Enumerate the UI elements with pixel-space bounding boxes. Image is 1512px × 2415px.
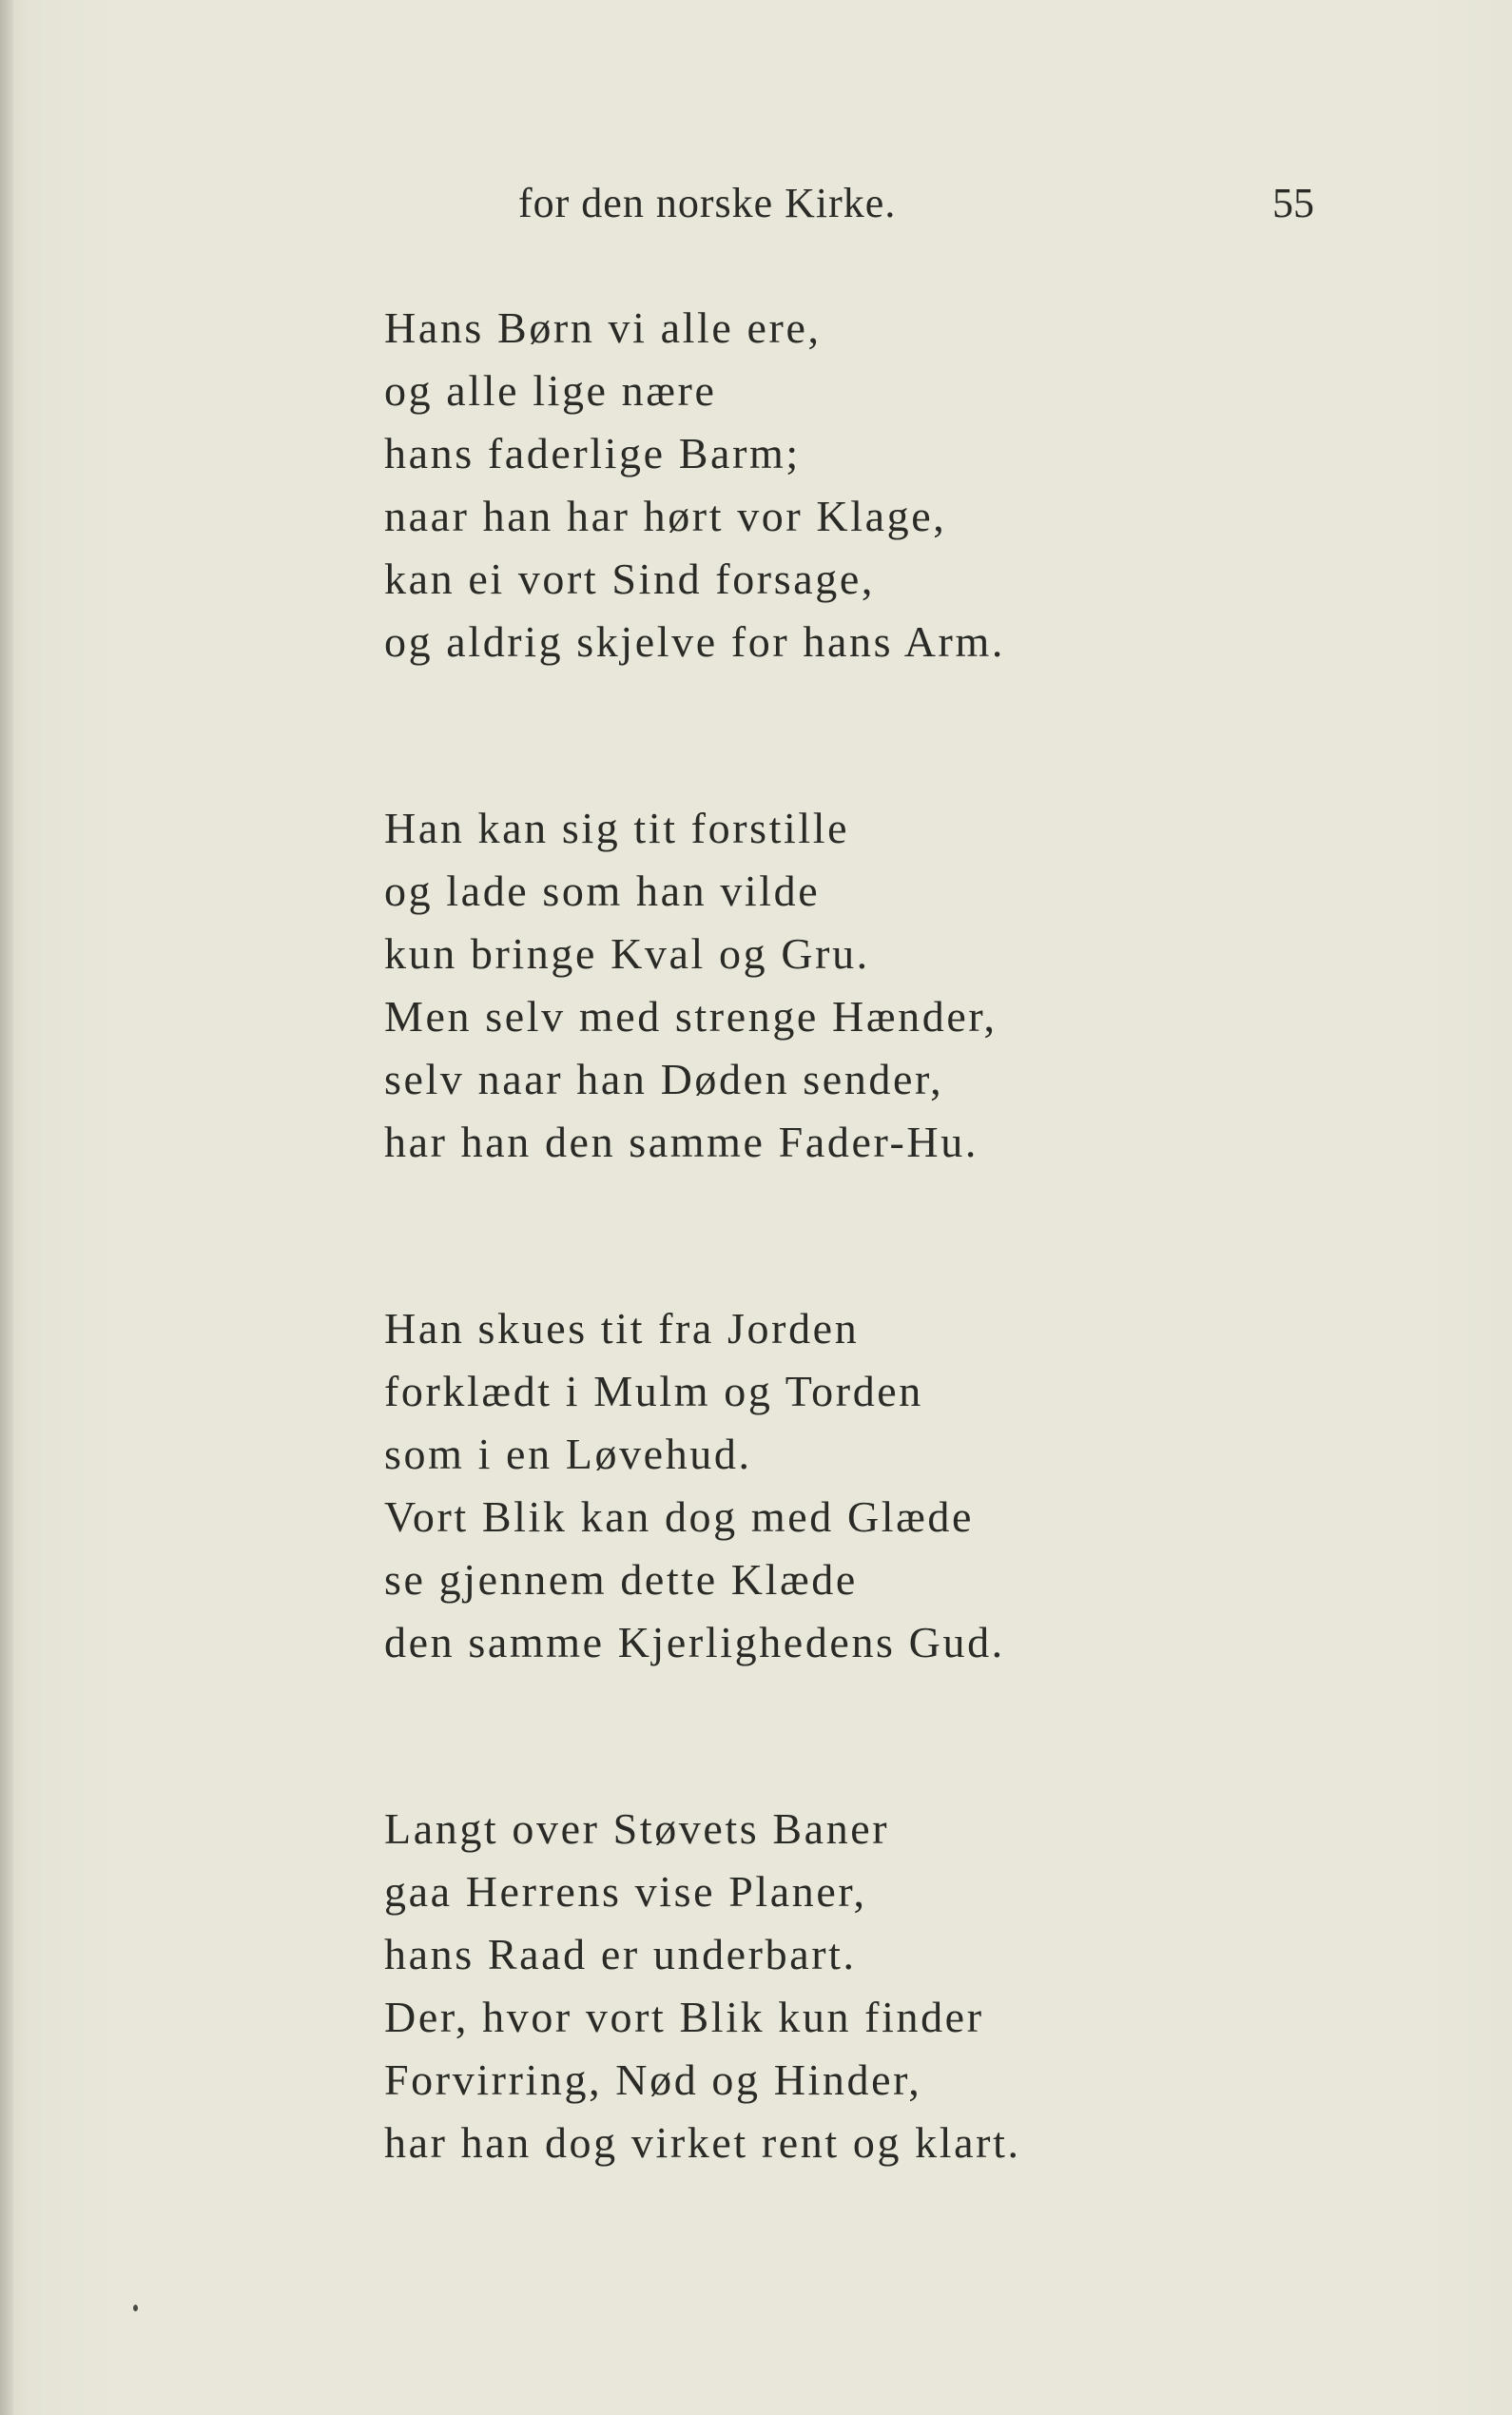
verse-line: hans Raad er underbart. (384, 1930, 857, 1978)
verse-line: naar han har hørt vor Klage, (384, 492, 947, 540)
verse-line: hans faderlige Barm; (384, 429, 801, 477)
page-header (0, 179, 1512, 245)
verse-line: se gjennem dette Klæde (384, 1555, 858, 1604)
binding-edge (0, 0, 13, 2415)
verse-line: kan ei vort Sind forsage, (384, 555, 875, 603)
verse-line: Hans Børn vi alle ere, (384, 303, 822, 352)
verse-line: kun bringe Kval og Gru. (384, 929, 870, 978)
verse-line: selv naar han Døden sender, (384, 1055, 944, 1103)
verse-line: Vort Blik kan dog med Glæde (384, 1492, 975, 1541)
ink-speck (133, 2305, 138, 2311)
verse-line: gaa Herrens vise Planer, (384, 1867, 867, 1916)
verse-line: forklædt i Mulm og Torden (384, 1367, 923, 1415)
verse-line: og aldrig skjelve for hans Arm. (384, 617, 1005, 666)
verse-line: og alle lige nære (384, 366, 717, 415)
verse-line: og lade som han vilde (384, 867, 821, 915)
verse-line: den samme Kjerlighedens Gud. (384, 1618, 1005, 1666)
verse-line: Der, hvor vort Blik kun finder (384, 1993, 984, 2041)
stanza-1 (384, 297, 1430, 673)
verse-line: Han kan sig tit forstille (384, 804, 850, 852)
poem (384, 297, 1430, 2298)
verse-line: har han dog virket rent og klart. (384, 2118, 1021, 2167)
verse-line: har han den samme Fader-Hu. (384, 1118, 979, 1166)
verse-line: Langt over Støvets Baner (384, 1804, 890, 1853)
verse-line: Forvirring, Nød og Hinder, (384, 2055, 922, 2104)
page-number: 55 (1272, 180, 1314, 226)
stanza-4 (384, 1798, 1430, 2174)
running-title: for den norske Kirke. (518, 180, 897, 226)
verse-line: Men selv med strenge Hænder, (384, 992, 998, 1041)
verse-line: Han skues tit fra Jorden (384, 1304, 860, 1353)
stanza-3 (384, 1297, 1430, 1674)
verse-line: som i en Løvehud. (384, 1430, 752, 1478)
stanza-2 (384, 797, 1430, 1174)
